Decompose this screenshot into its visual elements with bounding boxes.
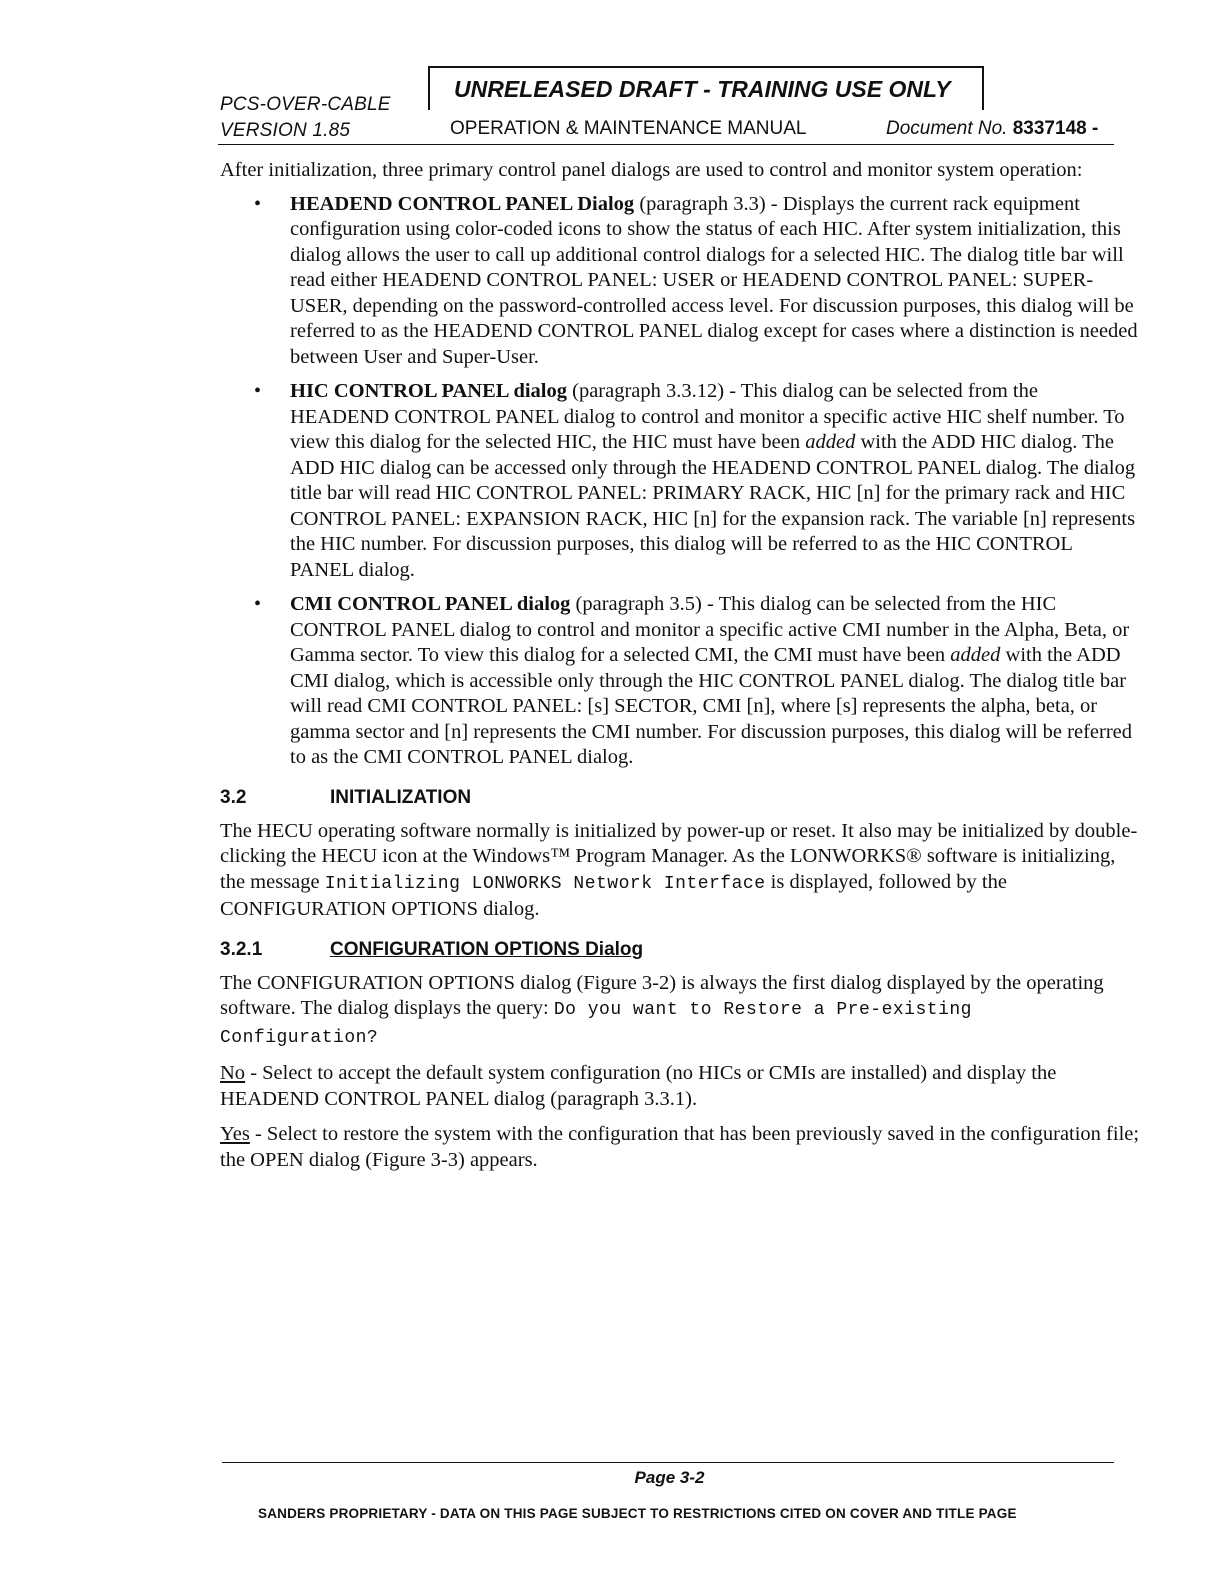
list-item-text: with the ADD HIC dialog. The ADD HIC dialog can be accessed only through the HEADEND CONTROL PANEL dialog. The dialog title bar will read HIC CONTROL PANEL: PRIMARY RACK, HIC [n] for the primary rack and HIC CONTROL PANEL: EXPANSION RACK, HIC [n] for the expansion rack. The variable [n] represents the HIC number. For discussion purposes, this dialog will be referred to as the HIC CONTROL PANEL dialog. — [290, 431, 1136, 581]
section-title: CONFIGURATION OPTIONS Dialog — [330, 938, 644, 960]
yes-option-label: Yes — [220, 1123, 250, 1145]
no-option-label: No — [220, 1062, 246, 1084]
section-heading-3-2 — [220, 785, 1140, 811]
list-item-text: (paragraph 3.5) - This dialog can be selected from the HIC CONTROL PANEL dialog to control and monitor a specific active CMI number in the Alpha, Beta, or Gamma sector. To view this dialog for a selected CMI, the CMI must have been — [290, 593, 1130, 666]
header-version: VERSION 1.85 — [220, 120, 351, 141]
list-item-text: (paragraph 3.3.12) - This dialog can be selected from the HEADEND CONTROL PANEL dialog to control and monitor a specific active HIC shelf number. To view this dialog for the selected HIC, the HIC must have been — [290, 380, 1125, 453]
bullet-icon: • — [254, 192, 262, 215]
paragraph-text: The CONFIGURATION OPTIONS dialog (Figure 3-2) is always the first dialog displayed by the operating software. The dialog displays the query: — [220, 971, 1104, 1019]
list-item — [220, 592, 1140, 771]
header-product: PCS-OVER-CABLE — [220, 94, 391, 115]
initialization-paragraph — [220, 819, 1140, 923]
page-body — [220, 158, 1140, 1183]
no-option-paragraph — [220, 1061, 1140, 1112]
dialog-list — [220, 192, 1140, 771]
draft-notice: UNRELEASED DRAFT - TRAINING USE ONLY — [454, 76, 951, 102]
list-item-title: CMI CONTROL PANEL dialog — [290, 593, 571, 615]
configuration-options-paragraph — [220, 971, 1140, 1052]
document-number-value: 8337148 - — [1012, 118, 1099, 139]
list-item-emphasis: added — [805, 431, 856, 453]
section-title: INITIALIZATION — [330, 786, 472, 808]
console-message: Initializing LONWORKS Network Interface — [324, 873, 766, 894]
list-item-title: HIC CONTROL PANEL dialog — [290, 380, 567, 402]
footer-rule — [222, 1462, 1114, 1463]
paragraph-text: - Select to accept the default system configuration (no HICs or CMIs are installed) and display the HEADEND CONTROL PANEL dialog (paragraph 3.3.1). — [220, 1062, 1057, 1110]
paragraph-text: The HECU operating software normally is initialized by power-up or reset. It also may be initialized by double-clicking the HECU icon at the Windows™ Program Manager. As the LONWORKS® software is initializing, the message — [220, 819, 1138, 893]
header-product-block — [220, 92, 391, 144]
manual-title: OPERATION & MAINTENANCE MANUAL — [450, 118, 807, 139]
proprietary-notice: SANDERS PROPRIETARY - DATA ON THIS PAGE SUBJECT TO RESTRICTIONS CITED ON COVER AND TITLE PAGE — [258, 1506, 1017, 1521]
document-number-label: Document No. — [886, 118, 1008, 139]
list-item-emphasis: added — [950, 644, 1001, 666]
document-number — [886, 118, 1098, 140]
paragraph-text: is displayed, followed by the CONFIGURATION OPTIONS dialog. — [220, 870, 1007, 920]
section-number: 3.2 — [220, 786, 247, 808]
section-heading-3-2-1 — [220, 937, 1140, 963]
bullet-icon: • — [254, 593, 262, 615]
intro-paragraph: After initialization, three primary control panel dialogs are used to control and monitor system operation: — [220, 159, 1083, 181]
page-header — [218, 66, 1114, 146]
yes-option-paragraph — [220, 1122, 1140, 1173]
section-number: 3.2.1 — [220, 938, 263, 960]
list-item — [220, 379, 1140, 583]
page-number: Page 3-2 — [634, 1468, 705, 1487]
list-item — [220, 192, 1140, 371]
query-message: Do you want to Restore a Pre-existing Configuration? — [220, 1000, 972, 1048]
list-item-title: HEADEND CONTROL PANEL Dialog — [290, 192, 635, 215]
header-rule — [218, 144, 1114, 145]
bullet-icon: • — [254, 380, 262, 402]
list-item-text: with the ADD CMI dialog, which is accessible only through the HIC CONTROL PANEL dialog. The dialog title bar will read CMI CONTROL PANEL: [s] SECTOR, CMI [n], where [s] represents the alpha, beta, or gamma sector and [n] represents the CMI number. For discussion purposes, this dialog will be referred to as the CMI CONTROL PANEL dialog. — [290, 644, 1133, 768]
draft-notice-box — [428, 66, 984, 110]
list-item-text: (paragraph 3.3) - Displays the current rack equipment configuration using color-coded icons to show the status of each HIC. After system initialization, this dialog allows the user to call up additional control dialogs for a selected HIC. The dialog title bar will read either HEADEND CONTROL PANEL: USER or HEADEND CONTROL PANEL: SUPER-USER, depending on the password-controlled access level. For discussion purposes, this dialog will be referred to as the HEADEND CONTROL PANEL dialog except for cases where a distinction is needed between User and Super-User. — [290, 192, 1138, 368]
paragraph-text: - Select to restore the system with the configuration that has been previously saved in the configuration file; the OPEN dialog (Figure 3-3) appears. — [220, 1123, 1140, 1171]
